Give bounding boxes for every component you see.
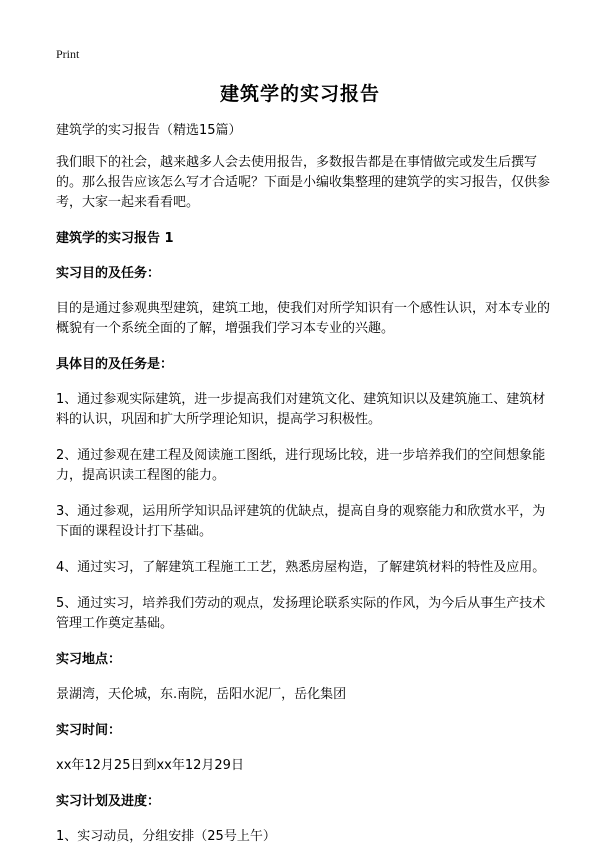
- plan-heading: 实习计划及进度：: [56, 794, 161, 809]
- location-heading: 实习地点：: [56, 652, 122, 667]
- time-heading: 实习时间：: [56, 723, 122, 738]
- plan-item-1: 1、实习动员，分组安排（25号上午）: [56, 829, 276, 844]
- intro-paragraph: 我们眼下的社会，越来越多人会去使用报告，多数报告都是在事情做完或发生后撰写的。那么报告应该怎么写才合适呢？下面是小编收集整理的建筑学的实习报告，仅供参考，大家一起来看看吧。: [56, 155, 551, 210]
- tasks-heading: 具体目的及任务是：: [56, 357, 174, 372]
- task-item-2: 2、通过参观在建工程及阅读施工图纸，进行现场比较，进一步培养我们的空间想象能力，提高识读工程图的能力。: [56, 448, 546, 483]
- location-paragraph: 景湖湾，天伦城，东.南院，岳阳水泥厂，岳化集团: [56, 687, 347, 702]
- report-heading: 建筑学的实习报告 1: [56, 231, 174, 246]
- task-item-1: 1、通过参观实际建筑，进一步提高我们对建筑文化、建筑知识以及建筑施工、建筑材料的认识，巩固和扩大所学理论知识，提高学习积极性。: [56, 392, 546, 427]
- task-item-3: 3、通过参观，运用所学知识品评建筑的优缺点，提高自身的观察能力和欣赏水平，为下面的课程设计打下基础。: [56, 504, 546, 539]
- task-item-5: 5、通过实习，培养我们劳动的观点，发扬理论联系实际的作风，为今后从事生产技术管理工作奠定基础。: [56, 596, 546, 631]
- document-subtitle: 建筑学的实习报告（精选15篇）: [56, 123, 242, 138]
- purpose-heading: 实习目的及任务：: [56, 266, 161, 281]
- document-body: [56, 121, 556, 863]
- print-link[interactable]: Print: [56, 47, 80, 61]
- task-item-4: 4、通过实习，了解建筑工程施工工艺，熟悉房屋构造，了解建筑材料的特性及应用。: [56, 560, 546, 575]
- document-title: 建筑学的实习报告: [219, 83, 380, 105]
- time-paragraph: xx年12月25日到xx年12月29日: [56, 758, 244, 773]
- purpose-paragraph: 目的是通过参观典型建筑，建筑工地，使我们对所学知识有一个感性认识，对本专业的概貌有一个系统全面的了解，增强我们学习本专业的兴趣。: [56, 301, 551, 336]
